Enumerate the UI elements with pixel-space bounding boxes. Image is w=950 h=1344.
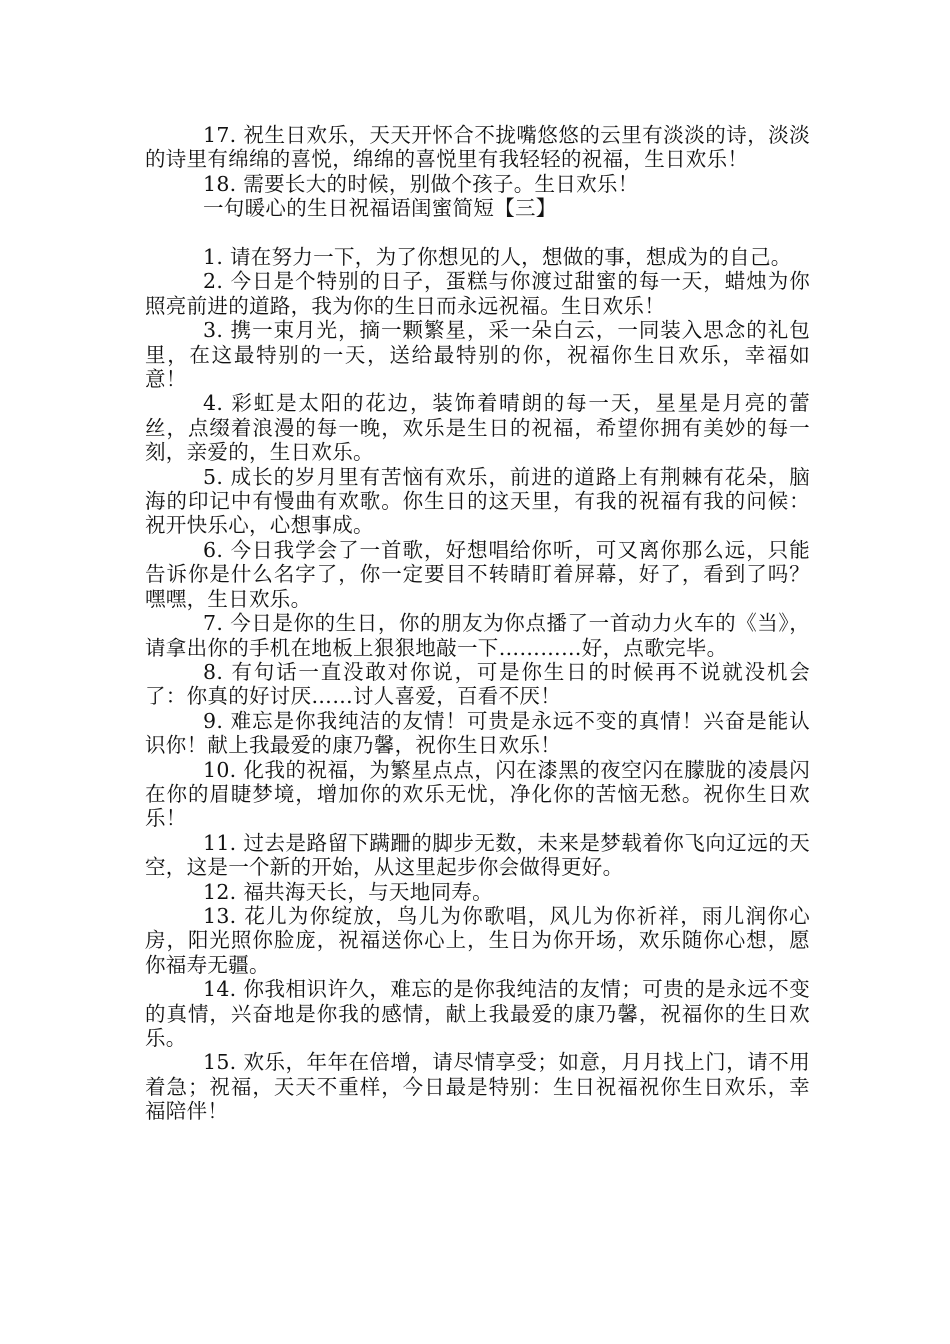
section-heading: 一句暖心的生日祝福语闺蜜简短【三】 bbox=[203, 196, 557, 221]
paragraph-item-10: 10. 化我的祝福，为繁星点点，闪在漆黑的夜空闪在朦胧的凌晨闪在你的眉睫梦境，增加你的欢乐无忧，净化你的苦恼无愁。祝你生日欢乐！ bbox=[145, 757, 810, 831]
paragraph-item-6: 6. 今日我学会了一首歌，好想唱给你听，可又离你那么远，只能告诉你是什么名字了，你一定要目不转睛盯着屏幕，好了，看到了吗？嘿嘿，生日欢乐。 bbox=[145, 537, 810, 611]
paragraph-item-14: 14. 你我相识许久，难忘的是你我纯洁的友情；可贵的是永远不变的真情，兴奋地是你我的感情，献上我最爱的康乃馨，祝福你的生日欢乐。 bbox=[145, 977, 810, 1051]
paragraph-item-15: 15. 欢乐，年年在倍增，请尽情享受；如意，月月找上门，请不用着急；祝福，天天不重样，今日最是特别：生日祝福祝你生日欢乐，幸福陪伴！ bbox=[145, 1050, 810, 1124]
paragraph-item-13: 13. 花儿为你绽放，鸟儿为你歌唱，风儿为你祈祥，雨儿润你心房，阳光照你脸庞，祝福送你心上，生日为你开场，欢乐随你心想，愿你福寿无疆。 bbox=[145, 903, 810, 977]
paragraph-item-4: 4. 彩虹是太阳的花边，装饰着晴朗的每一天，星星是月亮的蕾丝，点缀着浪漫的每一晚，欢乐是生日的祝福，希望你拥有美妙的每一刻，亲爱的，生日欢乐。 bbox=[145, 391, 810, 465]
paragraph-item-1: 1. 请在努力一下，为了你想见的人，想做的事，想成为的自己。 bbox=[203, 245, 792, 270]
paragraph-item-8: 8. 有句话一直没敢对你说，可是你生日的时候再不说就没机会了：你真的好讨厌……讨人喜爱，百看不厌！ bbox=[145, 659, 810, 709]
blank-line bbox=[145, 221, 810, 245]
paragraph-item-5: 5. 成长的岁月里有苦恼有欢乐，前进的道路上有荆棘有花朵，脑海的印记中有慢曲有欢歌。你生日的这天里，有我的祝福有我的问候：祝开快乐心，心想事成。 bbox=[145, 464, 810, 538]
paragraph-item-17: 17. 祝生日欢乐，天天开怀合不拢嘴悠悠的云里有淡淡的诗，淡淡的诗里有绵绵的喜悦，绵绵的喜悦里有我轻轻的祝福，生日欢乐！ bbox=[145, 123, 810, 172]
paragraph-item-3: 3. 携一束月光，摘一颗繁星，采一朵白云，一同装入思念的礼包里，在这最特别的一天，送给最特别的你，祝福你生日欢乐，幸福如意！ bbox=[145, 318, 810, 392]
paragraph-item-2: 2. 今日是个特别的日子，蛋糕与你渡过甜蜜的每一天，蜡烛为你照亮前进的道路，我为你的生日而永远祝福。生日欢乐！ bbox=[145, 269, 810, 318]
paragraph-item-18: 18. 需要长大的时候，别做个孩子。生日欢乐！ bbox=[203, 171, 639, 196]
paragraph-item-11: 11. 过去是路留下蹒跚的脚步无数，未来是梦载着你飞向辽远的天空，这是一个新的开始，从这里起步你会做得更好。 bbox=[145, 830, 810, 880]
paragraph-item-9: 9. 难忘是你我纯洁的友情！可贵是永远不变的真情！兴奋是能认识你！献上我最爱的康乃馨，祝你生日欢乐！ bbox=[145, 708, 810, 758]
paragraph-item-12: 12. 福共海天长，与天地同寿。 bbox=[203, 879, 493, 904]
document-body bbox=[145, 123, 810, 1124]
paragraph-item-7: 7. 今日是你的生日，你的朋友为你点播了一首动力火车的《当》，请拿出你的手机在地板上狠狠地敲一下…………好，点歌完毕。 bbox=[145, 611, 810, 660]
